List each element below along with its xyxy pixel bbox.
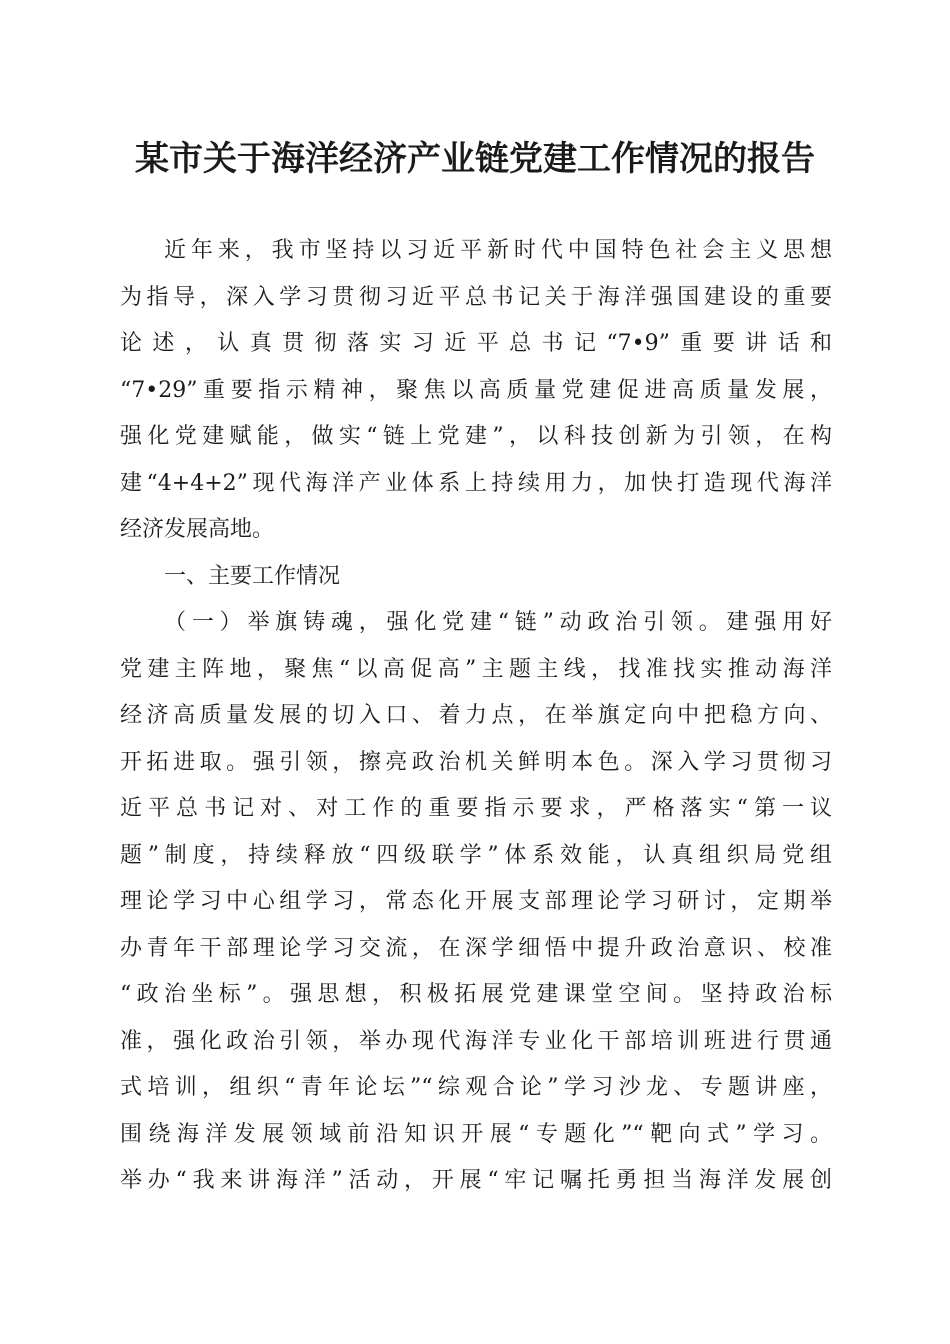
- text-line: 强化党建赋能，做实“链上党建”，以科技创新为引领，在构: [120, 424, 832, 449]
- text-line: “政治坐标”。强思想，积极拓展党建课堂空间。坚持政治标: [120, 982, 832, 1007]
- section-heading: 一、主要工作情况: [164, 563, 341, 589]
- text-line: 经济高质量发展的切入口、着力点，在举旗定向中把稳方向、: [120, 703, 832, 728]
- document-body: [120, 228, 832, 1205]
- intro-paragraph: [120, 228, 832, 554]
- text-line: 建“4+4+2”现代海洋产业体系上持续用力，加快打造现代海洋: [120, 470, 832, 496]
- text-line: “7•29”重要指示精神，聚焦以高质量党建促进高质量发展，: [120, 377, 832, 403]
- text-line: 准，强化政治引领，举办现代海洋专业化干部培训班进行贯通: [120, 1028, 832, 1054]
- text-line: 党建主阵地，聚焦“以高促高”主题主线，找准找实推动海洋: [120, 656, 832, 682]
- text-line: 题”制度，持续释放“四级联学”体系效能，认真组织局党组: [120, 842, 832, 868]
- text-line: 为指导，深入学习贯彻习近平总书记关于海洋强国建设的重要: [120, 284, 832, 310]
- text-line: 办青年干部理论学习交流，在深学细悟中提升政治意识、校准: [120, 935, 832, 961]
- text-line: 论述，认真贯彻落实习近平总书记“7•9”重要讲话和: [120, 331, 832, 356]
- text-line: 举办“我来讲海洋”活动，开展“牢记嘱托勇担当海洋发展创: [120, 1168, 832, 1193]
- text-line: 理论学习中心组学习，常态化开展支部理论学习研讨，定期举: [120, 889, 832, 914]
- section-paragraph: [120, 600, 832, 1205]
- document-title: 某市关于海洋经济产业链党建工作情况的报告: [135, 139, 815, 179]
- text-line: （一）举旗铸魂，强化党建“链”动政治引领。建强用好: [164, 610, 832, 635]
- text-line: 近年来，我市坚持以习近平新时代中国特色社会主义思想: [164, 238, 832, 263]
- text-line: 开拓进取。强引领，擦亮政治机关鲜明本色。深入学习贯彻习: [120, 749, 832, 775]
- text-line: 近平总书记对、对工作的重要指示要求，严格落实“第一议: [120, 796, 832, 821]
- text-line: 围绕海洋发展领域前沿知识开展“专题化”“靶向式”学习。: [120, 1121, 832, 1147]
- text-line: 经济发展高地。: [120, 517, 275, 542]
- text-line: 式培训，组织“青年论坛”“综观合论”学习沙龙、专题讲座，: [120, 1075, 832, 1100]
